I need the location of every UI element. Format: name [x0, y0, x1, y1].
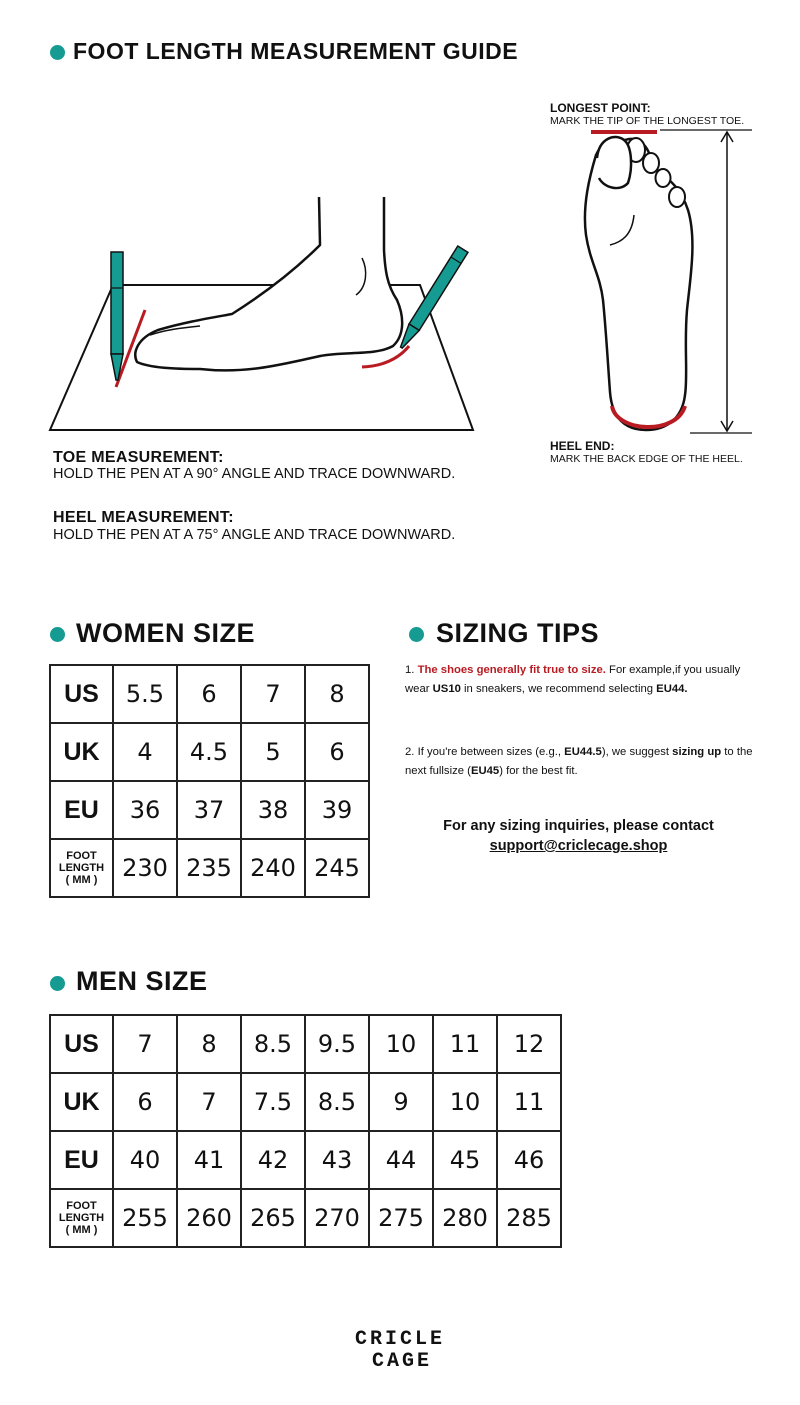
sizing-tips — [405, 661, 765, 699]
bullet-dot — [50, 627, 65, 642]
women-size-cell: 37 — [177, 781, 241, 839]
logo-text: CRICLE — [354, 1328, 446, 1351]
women-size-cell: 4.5 — [177, 723, 241, 781]
women-size-table — [49, 664, 370, 898]
men-size-cell: 280 — [433, 1189, 497, 1247]
women-row — [50, 839, 369, 897]
men-row — [50, 1073, 561, 1131]
longest-point-title: LONGEST POINT: — [550, 101, 651, 115]
footprint-illustration — [570, 125, 760, 440]
men-size-table — [49, 1014, 562, 1248]
sizing-tips-title: SIZING TIPS — [436, 618, 600, 648]
men-size-cell: 7 — [113, 1015, 177, 1073]
women-row — [50, 781, 369, 839]
women-row-label: US — [50, 665, 113, 723]
heel-pen — [396, 246, 468, 351]
men-size-cell: 11 — [433, 1015, 497, 1073]
men-size-cell: 8.5 — [241, 1015, 305, 1073]
longest-point-text: MARK THE TIP OF THE LONGEST TOE. — [550, 115, 745, 127]
women-size-cell: 8 — [305, 665, 369, 723]
women-size-cell: 5.5 — [113, 665, 177, 723]
women-size-cell: 6 — [177, 665, 241, 723]
women-row — [50, 723, 369, 781]
men-row-label: US — [50, 1015, 113, 1073]
men-size-cell: 285 — [497, 1189, 561, 1247]
tip-2: 2. If you're between sizes (e.g., EU44.5), we suggest sizing up to the next fullsize (EU45) for the best fit. — [405, 746, 753, 777]
women-size-cell: 5 — [241, 723, 305, 781]
bullet-dot — [409, 627, 424, 642]
heel-measurement-title: HEEL MEASUREMENT: — [53, 509, 234, 526]
women-size-cell: 245 — [305, 839, 369, 897]
women-size-cell: 39 — [305, 781, 369, 839]
contact-email-link[interactable]: support@criclecage.shop — [489, 838, 668, 854]
men-size-cell: 10 — [433, 1073, 497, 1131]
heel-measurement-text: HOLD THE PEN AT A 75° ANGLE AND TRACE DOWNWARD. — [53, 527, 456, 543]
men-size-cell: 6 — [113, 1073, 177, 1131]
men-size-cell: 10 — [369, 1015, 433, 1073]
foot-outline — [135, 197, 402, 370]
men-size-cell: 12 — [497, 1015, 561, 1073]
side-foot-illustration — [40, 185, 490, 435]
heel-end-title: HEEL END: — [550, 439, 615, 453]
men-size-cell: 255 — [113, 1189, 177, 1247]
men-size-cell: 8 — [177, 1015, 241, 1073]
guide-title: FOOT LENGTH MEASUREMENT GUIDE — [73, 38, 519, 64]
men-row-label: FOOT LENGTH ( MM ) — [50, 1189, 113, 1247]
women-size-cell: 7 — [241, 665, 305, 723]
women-size-cell: 6 — [305, 723, 369, 781]
men-size-cell: 45 — [433, 1131, 497, 1189]
contact-block — [405, 816, 752, 856]
men-row — [50, 1015, 561, 1073]
women-size-title: WOMEN SIZE — [76, 618, 255, 648]
men-size-cell: 9 — [369, 1073, 433, 1131]
bullet-dot — [50, 45, 65, 60]
women-row-label: UK — [50, 723, 113, 781]
men-size-title: MEN SIZE — [76, 966, 208, 996]
toe-measurement-text: HOLD THE PEN AT A 90° ANGLE AND TRACE DOWNWARD. — [53, 466, 456, 482]
men-row — [50, 1189, 561, 1247]
men-size-cell: 44 — [369, 1131, 433, 1189]
women-size-cell: 38 — [241, 781, 305, 839]
men-row-label: EU — [50, 1131, 113, 1189]
men-size-cell: 42 — [241, 1131, 305, 1189]
men-size-cell: 7 — [177, 1073, 241, 1131]
men-size-cell: 7.5 — [241, 1073, 305, 1131]
toe-pen — [111, 252, 123, 380]
women-size-cell: 36 — [113, 781, 177, 839]
men-size-cell: 8.5 — [305, 1073, 369, 1131]
toe-measurement-title: TOE MEASUREMENT: — [53, 449, 224, 466]
tip-1: 1. The shoes generally fit true to size. For example,if you usually wear US10 in sneakers, we recommend selecting EU44. — [405, 664, 741, 695]
men-size-cell: 270 — [305, 1189, 369, 1247]
men-size-cell: 265 — [241, 1189, 305, 1247]
bullet-dot — [50, 976, 65, 991]
men-size-cell: 41 — [177, 1131, 241, 1189]
men-size-cell: 43 — [305, 1131, 369, 1189]
men-size-cell: 275 — [369, 1189, 433, 1247]
men-size-cell: 46 — [497, 1131, 561, 1189]
men-size-cell: 40 — [113, 1131, 177, 1189]
women-size-cell: 230 — [113, 839, 177, 897]
men-size-cell: 260 — [177, 1189, 241, 1247]
men-row — [50, 1131, 561, 1189]
women-row-label: FOOT LENGTH ( MM ) — [50, 839, 113, 897]
women-size-cell: 240 — [241, 839, 305, 897]
men-row-label: UK — [50, 1073, 113, 1131]
men-size-cell: 9.5 — [305, 1015, 369, 1073]
men-size-cell: 11 — [497, 1073, 561, 1131]
women-size-cell: 235 — [177, 839, 241, 897]
sizing-tips-2 — [405, 743, 765, 781]
contact-line: For any sizing inquiries, please contact — [443, 818, 714, 834]
women-row — [50, 665, 369, 723]
women-size-cell: 4 — [113, 723, 177, 781]
brand-logo — [330, 1322, 470, 1372]
heel-end-text: MARK THE BACK EDGE OF THE HEEL. — [550, 453, 743, 465]
women-row-label: EU — [50, 781, 113, 839]
svg-text:CAGE: CAGE — [371, 1350, 433, 1372]
